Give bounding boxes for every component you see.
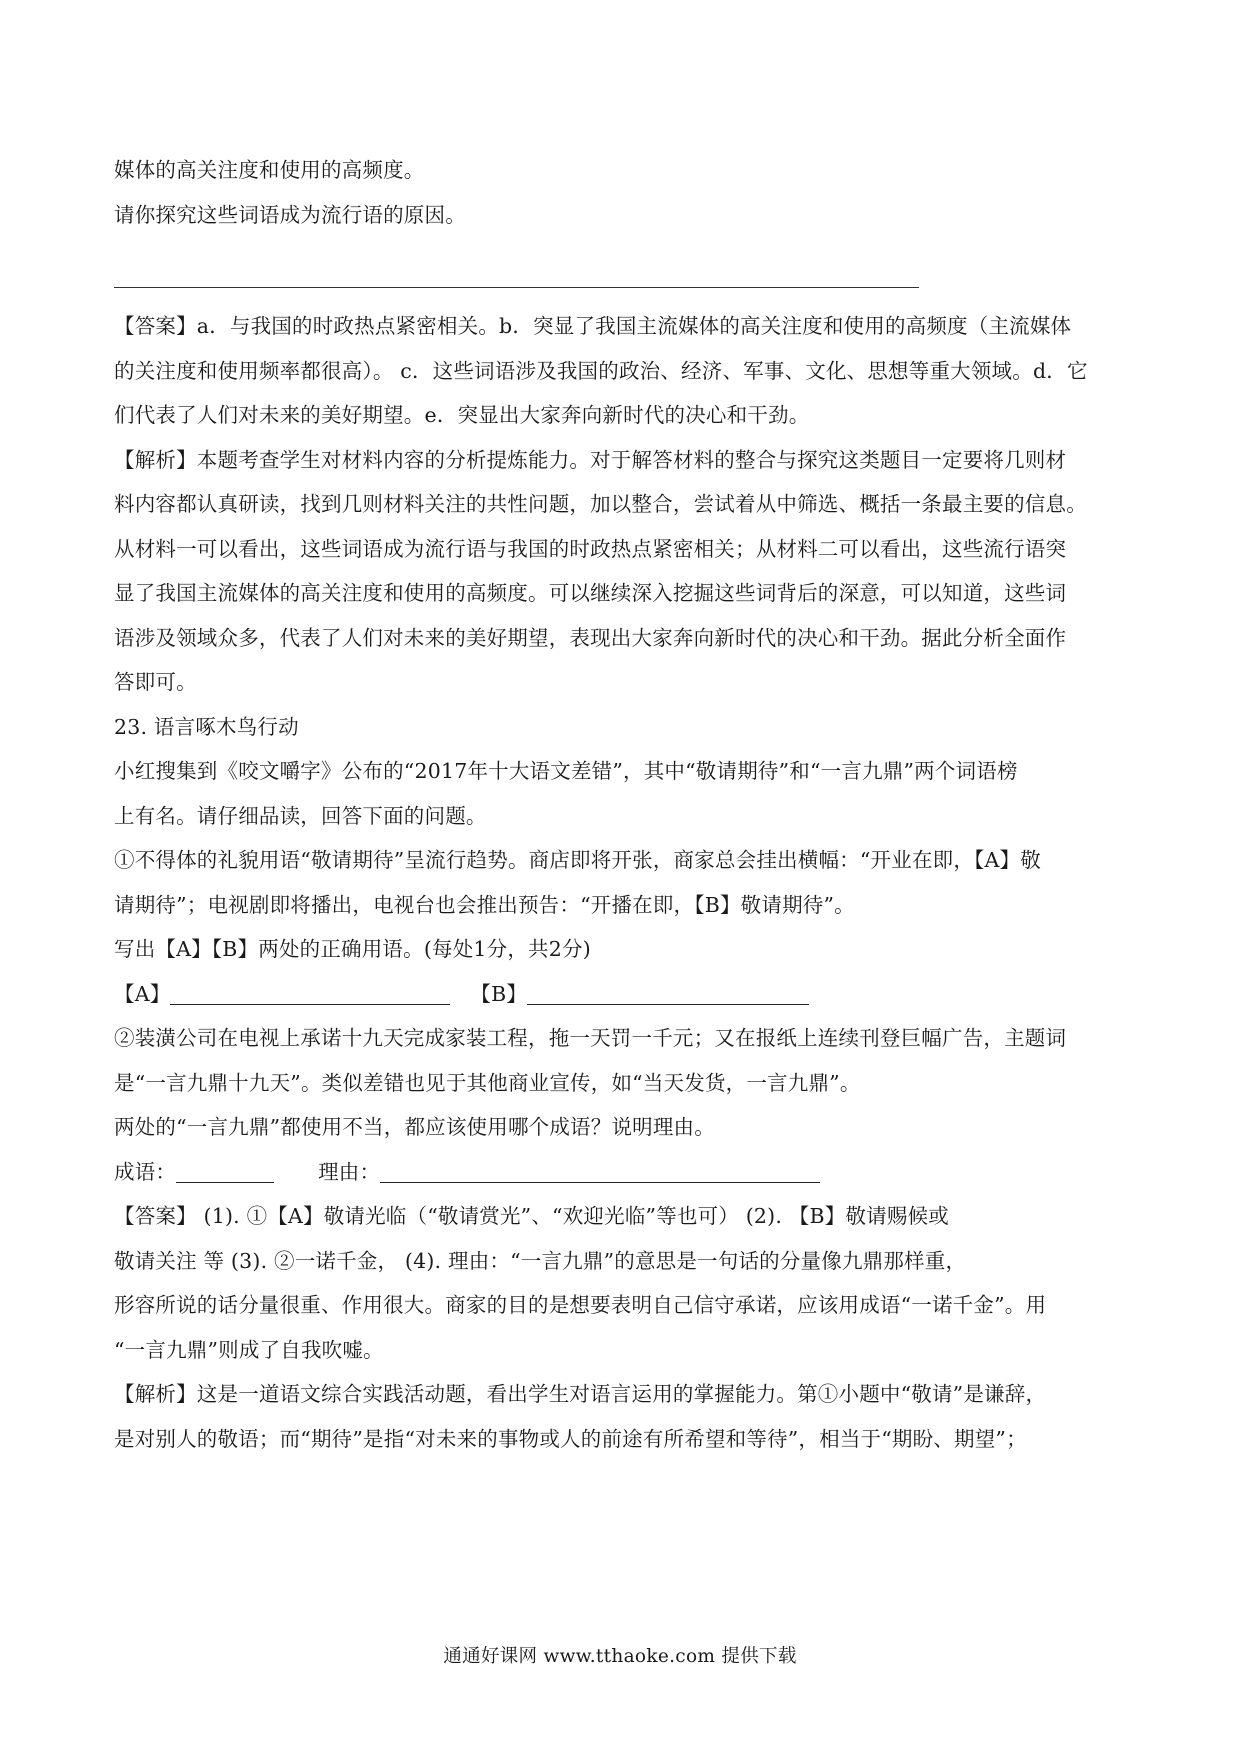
analysis-line: 【解析】本题考查学生对材料内容的分析提炼能力。对于解答材料的整合与探究这类题目一定要将几则材 (114, 447, 1067, 472)
intro-line: 上有名。请仔细品读，回答下面的问题。 (114, 803, 487, 828)
part2-line: ②装潢公司在电视上承诺十九天完成家装工程，拖一天罚一千元；又在报纸上连续刊登巨幅广告，主题词 (114, 1026, 1067, 1050)
analysis-line: 显了我国主流媒体的高关注度和使用的高频度。可以继续深入挖掘这些词背后的深意，可以知道，这些词 (114, 581, 1067, 605)
answer-line: 【答案】 (1). ①【A】敬请光临（“敬请赏光”、“欢迎光临”等也可） (2). 【B】敬请赐候或 (114, 1204, 949, 1228)
answer-line: 形容所说的话分量很重、作用很大。商家的目的是想要表明自己信守承诺，应该用成语“一诺千金”。用 (114, 1293, 1047, 1317)
blank-a[interactable] (170, 982, 450, 1005)
answer-blank-line (114, 287, 919, 288)
analysis-block-22 (114, 438, 1130, 705)
answer-line: 敬请关注 等 (3). ②一诺千金， (4). 理由：“一言九鼎”的意思是一句话的分量像九鼎那样重， (114, 1248, 967, 1273)
blank-b[interactable] (527, 982, 809, 1005)
analysis-line: 从材料一可以看出，这些词语成为流行语与我国的时政热点紧密相关；从材料二可以看出，这些流行语突 (114, 536, 1067, 561)
text-line: 媒体的高关注度和使用的高频度。 (114, 158, 425, 182)
document-page (114, 148, 1130, 1461)
analysis-line: 语涉及领域众多，代表了人们对未来的美好期望，表现出大家奔向新时代的决心和干劲。据此分析全面作 (114, 625, 1067, 650)
part1-instruction: 写出【A】【B】两处的正确用语。(每处1分，共2分) (114, 937, 591, 961)
answer-line: 们代表了人们对未来的美好期望。e．突显出大家奔向新时代的决心和干劲。 (114, 403, 810, 427)
analysis-line: 答即可。 (114, 670, 197, 694)
question-23 (114, 705, 1130, 1462)
analysis-line: 是对别人的敬语；而“期待”是指“对未来的事物或人的前途有所希望和等待”，相当于“期盼、期望”； (114, 1426, 1027, 1451)
analysis-line: 料内容都认真研读，找到几则材料关注的共性问题，加以整合，尝试着从中筛选、概括一条最主要的信息。 (114, 492, 1087, 516)
label-a: 【A】 (114, 981, 171, 1006)
answer-block-22 (114, 304, 1130, 438)
part1-line: ①不得体的礼貌用语“敬请期待”呈流行趋势。商店即将开张，商家总会挂出横幅：“开业在即，【A】敬 (114, 848, 1041, 872)
blank-row-ab (114, 972, 1130, 1017)
idiom-label: 成语： (114, 1159, 177, 1184)
blank-row-idiom (114, 1150, 1130, 1195)
part2-line: 是“一言九鼎十九天”。类似差错也见于其他商业宣传，如“当天发货，一言九鼎”。 (114, 1070, 861, 1095)
part2-question: 两处的“一言九鼎”都使用不当，都应该使用哪个成语？说明理由。 (114, 1115, 715, 1139)
question-title: 23. 语言啄木鸟行动 (114, 714, 299, 739)
reason-label: 理由： (318, 1159, 381, 1184)
blank-idiom[interactable] (176, 1160, 274, 1183)
answer-line: “一言九鼎”则成了自我吹嘘。 (114, 1337, 384, 1362)
analysis-line: 【解析】这是一道语文综合实践活动题，看出学生对语言运用的掌握能力。第①小题中“敬请”是谦辞， (114, 1382, 1047, 1406)
answer-line: 【答案】a．与我国的时政热点紧密相关。b．突显了我国主流媒体的高关注度和使用的高频度（主流媒体 (114, 314, 1072, 338)
blank-reason[interactable] (380, 1160, 820, 1183)
page-footer: 通通好课网 www.tthaoke.com 提供下载 (443, 1646, 797, 1667)
answer-line: 的关注度和使用频率都很高）。 c．这些词语涉及我国的政治、经济、军事、文化、思想等重大领域。d．它 (114, 358, 1088, 383)
part1-line: 请期待”；电视剧即将播出，电视台也会推出预告：“开播在即，【B】敬请期待”。 (114, 892, 855, 917)
intro-line: 小红搜集到《咬文嚼字》公布的“2017年十大语文差错”，其中“敬请期待”和“一言九鼎”两个词语榜 (114, 759, 1018, 783)
question-prompt: 请你探究这些词语成为流行语的原因。 (114, 202, 466, 227)
label-b: 【B】 (470, 981, 528, 1006)
